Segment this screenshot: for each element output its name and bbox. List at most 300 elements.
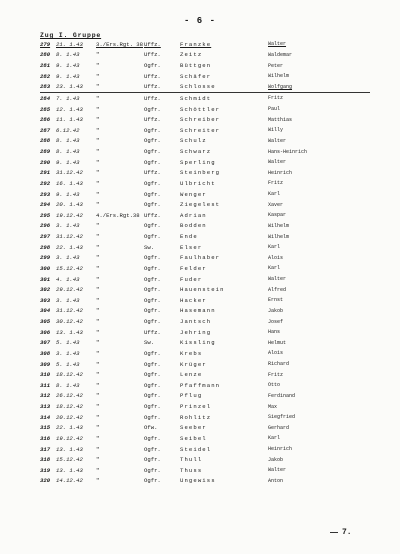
cell-unit: ": [96, 264, 100, 272]
cell-name: Thuss: [180, 466, 203, 474]
cell-nr: 288: [40, 137, 51, 145]
cell-date: 20.12.42: [56, 413, 83, 421]
cell-name: Schreiter: [180, 126, 221, 134]
cell-rank: Ogfr.: [144, 148, 161, 156]
cell-unit: ": [96, 62, 100, 70]
cell-name: Schreiber: [180, 116, 221, 124]
cell-unit: ": [96, 83, 100, 91]
table-row: [40, 412, 370, 423]
cell-rank: Ogfr.: [144, 403, 161, 411]
cell-unit: ": [96, 403, 100, 411]
cell-nr: 290: [40, 158, 51, 166]
cell-first: Paul: [268, 106, 281, 113]
cell-name: Hasemann: [180, 307, 216, 315]
table-row: [40, 210, 370, 221]
cell-first: Gerhard: [268, 424, 290, 431]
table-row: [40, 465, 370, 476]
cell-rank: Sw.: [144, 339, 155, 347]
cell-date: 15.12.42: [56, 456, 83, 464]
cell-rank: Ogfr.: [144, 275, 161, 283]
table-row: [40, 71, 370, 82]
cell-date: 5. 1.43: [56, 360, 80, 368]
cell-first: Josef: [268, 318, 284, 325]
table-row: [40, 454, 370, 465]
cell-date: 22. 1.43: [56, 424, 83, 432]
cell-name: Ende: [180, 233, 198, 241]
cell-name: Steinberg: [180, 169, 221, 177]
cell-first: Karl: [268, 265, 281, 272]
cell-rank: Sw.: [144, 243, 155, 251]
cell-unit: ": [96, 477, 100, 485]
cell-first: Helmut: [268, 339, 287, 346]
table-row: [40, 93, 370, 104]
roster-table: [40, 39, 370, 486]
cell-name: Schlosse: [180, 83, 216, 91]
cell-name: Krüger: [180, 360, 207, 368]
cell-rank: Uffz.: [144, 116, 161, 124]
cell-nr: 296: [40, 222, 51, 230]
table-row: [40, 263, 370, 274]
cell-unit: ": [96, 275, 100, 283]
cell-nr: 294: [40, 201, 51, 209]
cell-unit: ": [96, 51, 100, 59]
table-row: [40, 114, 370, 125]
cell-name: Schöttler: [180, 105, 221, 113]
cell-nr: 286: [40, 116, 51, 124]
cell-date: 14.12.42: [56, 477, 83, 485]
cell-rank: Ogfr.: [144, 62, 161, 70]
cell-rank: Ogfr.: [144, 371, 161, 379]
cell-first: Wolfgang: [268, 83, 293, 90]
cell-nr: 282: [40, 72, 51, 80]
table-row: [40, 380, 370, 391]
cell-name: Bodden: [180, 222, 207, 230]
cell-nr: 306: [40, 328, 51, 336]
table-row: [40, 327, 370, 338]
cell-name: Thull: [180, 456, 203, 464]
cell-date: 31.12.42: [56, 307, 83, 315]
table-row: [40, 189, 370, 200]
cell-rank: Ofw.: [144, 424, 158, 432]
cell-first: Siegfried: [268, 414, 296, 421]
cell-name: Schmidt: [180, 94, 212, 102]
table-row: [40, 369, 370, 380]
cell-date: 31.12.42: [56, 169, 83, 177]
cell-rank: Ogfr.: [144, 307, 161, 315]
cell-rank: Ogfr.: [144, 137, 161, 145]
table-row: [40, 274, 370, 285]
cell-date: 3. 1.43: [56, 349, 80, 357]
cell-name: Jantsch: [180, 318, 212, 326]
cell-first: Walter: [268, 467, 287, 474]
cell-first: Heinrich: [268, 446, 293, 453]
cell-first: Walter: [268, 159, 287, 166]
cell-first: Karl: [268, 244, 281, 251]
table-row: [40, 157, 370, 168]
cell-first: Alois: [268, 350, 284, 357]
cell-nr: 292: [40, 179, 51, 187]
cell-first: Walter: [268, 276, 287, 283]
cell-name: Kissling: [180, 339, 216, 347]
cell-nr: 284: [40, 94, 51, 102]
cell-date: 30.12.42: [56, 318, 83, 326]
cell-rank: Ogfr.: [144, 158, 161, 166]
cell-date: 19.12.42: [56, 434, 83, 442]
table-row: [40, 295, 370, 306]
cell-nr: 303: [40, 296, 51, 304]
cell-date: 8. 1.43: [56, 137, 80, 145]
cell-date: 9. 1.43: [56, 62, 80, 70]
cell-nr: 311: [40, 381, 51, 389]
table-row: [40, 306, 370, 317]
cell-rank: Ogfr.: [144, 392, 161, 400]
cell-nr: 309: [40, 360, 51, 368]
cell-rank: Ogfr.: [144, 254, 161, 262]
cell-rank: Ogfr.: [144, 264, 161, 272]
table-row: [40, 359, 370, 370]
cell-nr: 285: [40, 105, 51, 113]
table-row: [40, 50, 370, 61]
cell-name: Wenger: [180, 190, 207, 198]
cell-unit: ": [96, 371, 100, 379]
cell-name: Franzke: [180, 40, 212, 48]
cell-date: 5. 1.43: [56, 339, 80, 347]
page-number-top: - 6 -: [183, 16, 216, 26]
cell-first: Walter: [268, 137, 287, 144]
cell-name: Prinzel: [180, 403, 212, 411]
cell-first: Xaver: [268, 201, 284, 208]
table-row: [40, 391, 370, 402]
cell-first: Fritz: [268, 371, 284, 378]
cell-nr: 315: [40, 424, 51, 432]
cell-first: Ernst: [268, 297, 284, 304]
cell-name: Felder: [180, 264, 207, 272]
cell-date: 3. 1.43: [56, 296, 80, 304]
cell-unit: ": [96, 456, 100, 464]
cell-unit: ": [96, 424, 100, 432]
cell-name: Ulbricht: [180, 179, 216, 187]
cell-first: Fritz: [268, 95, 284, 102]
cell-nr: 300: [40, 264, 51, 272]
cell-nr: 295: [40, 211, 51, 219]
cell-nr: 283: [40, 83, 51, 91]
cell-first: Fritz: [268, 180, 284, 187]
cell-nr: 297: [40, 233, 51, 241]
cell-first: Wilhelm: [268, 73, 290, 80]
cell-name: Krebs: [180, 349, 203, 357]
cell-unit: ": [96, 445, 100, 453]
cell-unit: ": [96, 339, 100, 347]
page-number-bottom: 7.: [342, 528, 352, 537]
cell-unit: ": [96, 243, 100, 251]
table-row: [40, 423, 370, 434]
cell-date: 7. 1.43: [56, 94, 80, 102]
table-row: [40, 136, 370, 147]
cell-rank: Ogfr.: [144, 233, 161, 241]
cell-unit: ": [96, 381, 100, 389]
cell-date: 8. 1.43: [56, 51, 80, 59]
cell-nr: 305: [40, 318, 51, 326]
cell-unit: ": [96, 222, 100, 230]
cell-first: Peter: [268, 62, 284, 69]
cell-unit: ": [96, 233, 100, 241]
cell-date: 18.12.42: [56, 403, 83, 411]
cell-date: 4. 1.43: [56, 275, 80, 283]
cell-date: 9. 1.43: [56, 72, 80, 80]
cell-first: Heinrich: [268, 169, 293, 176]
cell-date: 26.12.42: [56, 392, 83, 400]
cell-name: Büttgen: [180, 62, 212, 70]
cell-rank: Ogfr.: [144, 349, 161, 357]
cell-nr: 281: [40, 62, 51, 70]
cell-nr: 287: [40, 126, 51, 134]
cell-date: 9. 1.43: [56, 190, 80, 198]
cell-first: Ferdinand: [268, 392, 296, 399]
cell-date: 31.12.42: [56, 233, 83, 241]
cell-name: Lenze: [180, 371, 203, 379]
cell-rank: Ogfr.: [144, 413, 161, 421]
cell-name: Pflug: [180, 392, 203, 400]
cell-name: Sperling: [180, 158, 216, 166]
cell-rank: Ogfr.: [144, 201, 161, 209]
table-row: [40, 60, 370, 71]
cell-nr: 312: [40, 392, 51, 400]
cell-name: Steidel: [180, 445, 212, 453]
cell-date: 3. 1.43: [56, 222, 80, 230]
table-row: [40, 231, 370, 242]
cell-rank: Ogfr.: [144, 434, 161, 442]
cell-rank: Uffz.: [144, 94, 161, 102]
cell-name: Ziegelest: [180, 201, 221, 209]
cell-nr: 298: [40, 243, 51, 251]
cell-unit: ": [96, 201, 100, 209]
cell-nr: 316: [40, 434, 51, 442]
table-row: [40, 146, 370, 157]
cell-date: 18.12.42: [56, 371, 83, 379]
table-row: [40, 476, 370, 487]
cell-unit: ": [96, 190, 100, 198]
cell-rank: Uffz.: [144, 211, 161, 219]
cell-rank: Ogfr.: [144, 296, 161, 304]
table-row: [40, 242, 370, 253]
cell-date: 23. 1.43: [56, 83, 83, 91]
cell-rank: Uffz.: [144, 51, 161, 59]
cell-name: Pfaffmann: [180, 381, 221, 389]
cell-date: 13. 1.43: [56, 328, 83, 336]
table-row: [40, 104, 370, 115]
cell-unit: ": [96, 179, 100, 187]
cell-name: Ungewiss: [180, 477, 216, 485]
cell-unit: ": [96, 116, 100, 124]
cell-rank: Ogfr.: [144, 126, 161, 134]
table-row: [40, 168, 370, 179]
cell-date: 9. 1.43: [56, 158, 80, 166]
group-header: [40, 32, 101, 39]
cell-date: 16. 1.43: [56, 179, 83, 187]
cell-rank: Uffz.: [144, 72, 161, 80]
cell-date: 13. 1.43: [56, 466, 83, 474]
cell-date: 12. 1.43: [56, 105, 83, 113]
cell-nr: 317: [40, 445, 51, 453]
table-row: [40, 178, 370, 189]
cell-rank: Uffz.: [144, 83, 161, 91]
cell-first: Wilhelm: [268, 233, 290, 240]
cell-unit: ": [96, 254, 100, 262]
cell-name: Seeber: [180, 424, 207, 432]
footer-dash: [330, 532, 338, 533]
cell-name: Jehring: [180, 328, 212, 336]
cell-unit: ": [96, 126, 100, 134]
cell-unit: ": [96, 169, 100, 177]
group-title: Zug I. Gruppe: [40, 32, 102, 39]
table-row: [40, 39, 370, 50]
table-row: [40, 433, 370, 444]
cell-first: Walter: [268, 41, 287, 48]
cell-nr: 320: [40, 477, 51, 485]
cell-name: Rohlitz: [180, 413, 212, 421]
cell-unit: ": [96, 148, 100, 156]
cell-unit: ": [96, 413, 100, 421]
cell-nr: 307: [40, 339, 51, 347]
cell-name: Fuder: [180, 275, 203, 283]
cell-first: Wilhelm: [268, 222, 290, 229]
cell-nr: 280: [40, 51, 51, 59]
cell-unit: ": [96, 318, 100, 326]
cell-unit: ": [96, 296, 100, 304]
cell-rank: Ogfr.: [144, 456, 161, 464]
cell-first: Waldemar: [268, 51, 293, 58]
cell-nr: 318: [40, 456, 51, 464]
cell-rank: Ogfr.: [144, 105, 161, 113]
table-row: [40, 338, 370, 349]
cell-first: Richard: [268, 361, 290, 368]
cell-unit: ": [96, 72, 100, 80]
cell-first: Jakob: [268, 307, 284, 314]
table-row: [40, 348, 370, 359]
cell-rank: Ogfr.: [144, 318, 161, 326]
cell-first: Willy: [268, 127, 284, 134]
table-row: [40, 401, 370, 412]
cell-first: Hans: [268, 329, 281, 336]
cell-unit: ": [96, 94, 100, 102]
cell-nr: 299: [40, 254, 51, 262]
table-row: [40, 284, 370, 295]
cell-nr: 302: [40, 286, 51, 294]
cell-rank: Ogfr.: [144, 477, 161, 485]
cell-name: Schwarz: [180, 148, 212, 156]
cell-first: Jakob: [268, 456, 284, 463]
cell-unit: ": [96, 466, 100, 474]
cell-name: Elser: [180, 243, 203, 251]
cell-unit: ": [96, 286, 100, 294]
cell-first: Kaspar: [268, 212, 287, 219]
cell-rank: Ogfr.: [144, 381, 161, 389]
table-row: [40, 444, 370, 455]
cell-unit: ": [96, 137, 100, 145]
cell-first: Hans-Heinrich: [268, 148, 308, 155]
cell-rank: Ogfr.: [144, 286, 161, 294]
cell-nr: 301: [40, 275, 51, 283]
cell-date: 19.12.42: [56, 211, 83, 219]
cell-unit: ": [96, 392, 100, 400]
cell-rank: Ogfr.: [144, 360, 161, 368]
cell-first: Matthias: [268, 116, 293, 123]
cell-nr: 313: [40, 403, 51, 411]
cell-rank: Uffz.: [144, 328, 161, 336]
cell-unit: ": [96, 360, 100, 368]
cell-unit: ": [96, 307, 100, 315]
cell-nr: 319: [40, 466, 51, 474]
cell-name: Seibel: [180, 434, 207, 442]
cell-nr: 314: [40, 413, 51, 421]
table-row: [40, 253, 370, 264]
cell-first: Karl: [268, 191, 281, 198]
cell-unit: ": [96, 158, 100, 166]
cell-date: 6.12.42: [56, 126, 80, 134]
cell-unit: ": [96, 105, 100, 113]
table-row: [40, 125, 370, 136]
cell-nr: 279: [40, 40, 51, 48]
cell-first: Anton: [268, 477, 284, 484]
cell-first: Otto: [268, 382, 281, 389]
cell-date: 22. 1.43: [56, 243, 83, 251]
cell-first: Alois: [268, 254, 284, 261]
cell-nr: 310: [40, 371, 51, 379]
cell-unit: 3./Ers.Rgt. 38: [96, 40, 143, 48]
cell-first: Max: [268, 403, 278, 410]
cell-rank: Ogfr.: [144, 466, 161, 474]
cell-nr: 293: [40, 190, 51, 198]
cell-name: Hacker: [180, 296, 207, 304]
table-row: [40, 82, 370, 94]
cell-first: Alfred: [268, 286, 287, 293]
cell-nr: 308: [40, 349, 51, 357]
cell-rank: Ogfr.: [144, 190, 161, 198]
table-row: [40, 316, 370, 327]
cell-date: 21. 1.43: [56, 40, 83, 48]
cell-rank: Uffz.: [144, 169, 161, 177]
cell-nr: 289: [40, 148, 51, 156]
cell-rank: Ogfr.: [144, 179, 161, 187]
cell-name: Schulz: [180, 137, 207, 145]
cell-date: 11. 1.43: [56, 116, 83, 124]
cell-nr: 304: [40, 307, 51, 315]
cell-unit: ": [96, 349, 100, 357]
cell-date: 8. 1.43: [56, 381, 80, 389]
cell-name: Schäfer: [180, 72, 212, 80]
cell-unit: ": [96, 328, 100, 336]
cell-rank: Uffz.: [144, 40, 161, 48]
table-row: [40, 199, 370, 210]
cell-name: Adrian: [180, 211, 207, 219]
cell-date: 15.12.42: [56, 264, 83, 272]
cell-date: 13. 1.43: [56, 445, 83, 453]
table-row: [40, 221, 370, 232]
cell-nr: 291: [40, 169, 51, 177]
cell-unit: 4./Ers.Rgt.38: [96, 211, 140, 219]
cell-rank: Ogfr.: [144, 445, 161, 453]
cell-name: Faulhaber: [180, 254, 221, 262]
cell-date: 8. 1.43: [56, 148, 80, 156]
cell-date: 3. 1.43: [56, 254, 80, 262]
cell-date: 29.12.42: [56, 286, 83, 294]
cell-first: Karl: [268, 435, 281, 442]
cell-date: 20. 1.43: [56, 201, 83, 209]
cell-name: Hauenstein: [180, 286, 225, 294]
cell-name: Zeitz: [180, 51, 203, 59]
cell-rank: Ogfr.: [144, 222, 161, 230]
cell-unit: ": [96, 434, 100, 442]
